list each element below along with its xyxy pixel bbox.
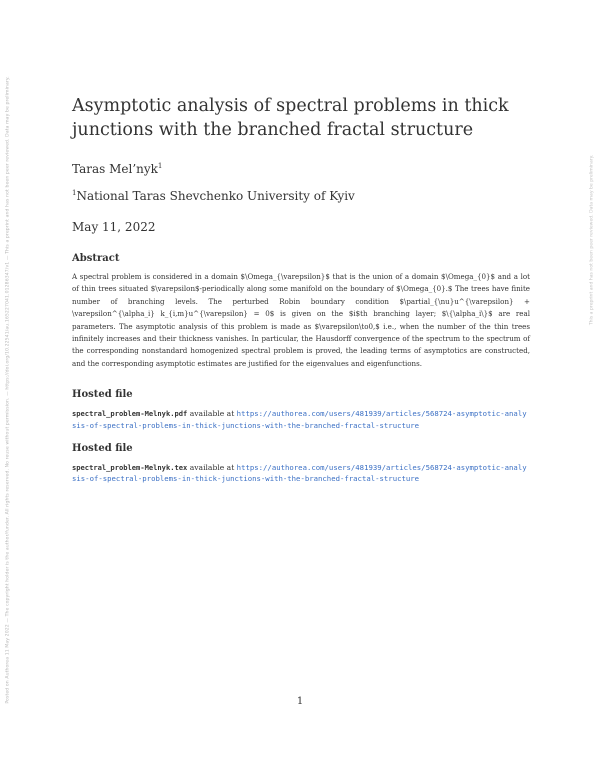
hosted-file-name-2: spectral_problem-Melnyk.tex <box>72 462 188 472</box>
hosted-file-heading-1: Hosted file <box>72 389 133 401</box>
hosted-file-heading-2: Hosted file <box>72 442 133 454</box>
available-at-text-2: available at <box>189 462 235 472</box>
hosted-file-link-2[interactable]: https://authorea.com/users/481939/articles/568724-asymptotic-analysis-of-spectral-problems-in-thick-junctions-with-the-branched-fractal-structure <box>72 462 527 484</box>
paper-title: Asymptotic analysis of spectral problems in thick junctions with the branched fractal structure <box>72 96 509 140</box>
publication-date: May 11, 2022 <box>72 220 156 234</box>
hosted-file-link-1[interactable]: https://authorea.com/users/481939/articles/568724-asymptotic-analysis-of-spectral-problems-in-thick-junctions-with-the-branched-fractal-structure <box>72 409 527 430</box>
page-number: 1 <box>296 696 304 707</box>
hosted-file-name-1: spectral_problem-Melnyk.pdf <box>72 409 188 419</box>
abstract-text: A spectral problem is considered in a domain $\Omega_{\varepsilon}$ that is the union of a domain $\Omega_{0}$ and a lot of thin trees situated $\varepsilon$-periodically along some manifold on the boundary of $\Omega_{0}.$ The trees have finite number of branching levels. The perturbed Robin boundary condition $\partial_{\nu}u^{\varepsilon} + \varepsilon^{\alpha_i} k_{i,m}u^{\varepsilon} = 0$ is given on the $i$th branching layer; $\{\alpha_i\}$ are real parameters. The asymptotic analysis of this problem is made as $\varepsilon\to0,$ i.e., when the number of the thin trees infinitely increases and their thickness vanishes. In particular, the Hausdorff convergence of the spectrum to the spectrum of the corresponding nonstandard homogenized spectral problem is proved, the leading terms of asymptotics are constructed, and the corresponding asymptotic estimates are justified for the eigenvalues and eigenfunctions. <box>72 272 530 368</box>
right-watermark-text: This a preprint and has not been peer reviewed. Data may be preliminary. <box>589 154 595 326</box>
side-watermark-text: Posted on Authorea 11 May 2022 — The copyright holder is the author/funder. All rights reserved. No reuse without permission. — https://doi.org/10.22541/au.165227041.01286347/v1 — This a preprint and has not been peer reviewed. Data may be preliminary. <box>5 76 11 704</box>
abstract-heading: Abstract <box>72 253 120 264</box>
paper-content <box>72 94 530 484</box>
author-superscript: 1 <box>157 162 163 170</box>
author-line <box>72 162 530 176</box>
side-watermark <box>2 60 14 720</box>
right-watermark <box>586 60 598 420</box>
affiliation-name: National Taras Shevchenko University of Kyiv <box>76 189 355 203</box>
affiliation-superscript: 1 <box>72 189 77 197</box>
author-name: Taras Mel’nyk <box>72 162 158 176</box>
hosted-file-entry-2 <box>72 462 530 485</box>
available-at-text-1: available at <box>189 409 235 419</box>
affiliation-line <box>72 189 530 203</box>
hosted-file-entry-1 <box>72 408 530 431</box>
